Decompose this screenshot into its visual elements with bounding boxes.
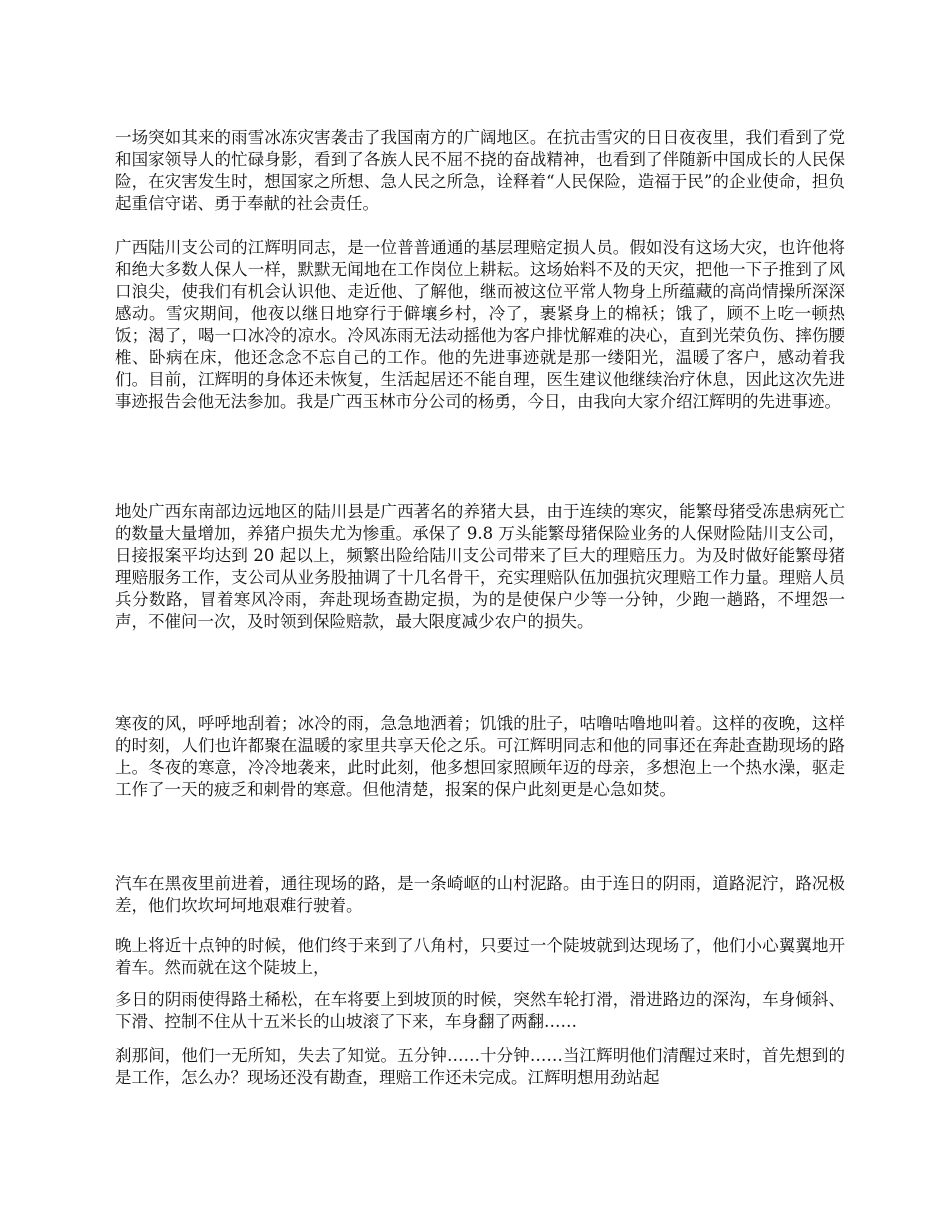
paragraph-background: 地处广西东南部边远地区的陆川县是广西著名的养猪大县，由于连续的寒灾，能繁母猪受冻患病死亡的数量大量增加，养猪户损失尤为惨重。承保了 9.8 万头能繁母猪保险业务的人保财险陆川支公司，日接报案平均达到 20 起以上，频繁出险给陆川支公司带来了巨大的理赔压力。为及时做好能繁母猪理赔服务工作，支公司从业务股抽调了十几名骨干，充实理赔队伍加强抗灾理赔工作力量。理赔人员兵分数路，冒着寒风冷雨，奔赴现场查勘定损，为的是使保户少等一分钟，少跑一趟路，不埋怨一声，不催问一次，及时领到保险赔款，最大限度减少农户的损失。 [115, 502, 845, 631]
paragraph-road: 汽车在黑夜里前进着，通往现场的路，是一条崎岖的山村泥路。由于连日的阴雨，道路泥泞，路况极差，他们坎坎坷坷地艰难行驶着。 [115, 874, 845, 915]
paragraph-cold-night: 寒夜的风，呼呼地刮着；冰冷的雨，急急地洒着；饥饿的肚子，咕噜咕噜地叫着。这样的夜晚，这样的时刻，人们也许都聚在温暖的家里共享天伦之乐。可江辉明同志和他的同事还在奔赴查勘现场的路上。冬夜的寒意，冷冷地袭来，此时此刻，他多想回家照顾年迈的母亲，多想泡上一个热水澡，驱走工作了一天的疲乏和刺骨的寒意。但他清楚，报案的保户此刻更是心急如焚。 [115, 714, 845, 799]
paragraph-intro: 一场突如其来的雨雪冰冻灾害袭击了我国南方的广阔地区。在抗击雪灾的日日夜夜里，我们看到了党和国家领导人的忙碌身影，看到了各族人民不屈不挠的奋战精神，也看到了伴随新中国成长的人民保险，在灾害发生时，想国家之所想、急人民之所急，诠释着“人民保险，造福于民”的企业使命，担负起重信守诺、勇于奉献的社会责任。 [115, 128, 845, 213]
paragraph-profile: 广西陆川支公司的江辉明同志，是一位普普通通的基层理赔定损人员。假如没有这场大灾，也许他将和绝大多数人保人一样，默默无闻地在工作岗位上耕耘。这场始料不及的天灾，把他一下子推到了风口浪尖，使我们有机会认识他、走近他、了解他，继而被这位平常人物身上所蕴藏的高尚情操所深深感动。雪灾期间，他夜以继日地穿行于僻壤乡村，冷了，裹紧身上的棉袄；饿了，顾不上吃一顿热饭；渴了，喝一口冰冷的凉水。冷风冻雨无法动摇他为客户排忧解难的决心，直到光荣负伤、摔伤腰椎、卧病在床，他还念念不忘自己的工作。他的先进事迹就是那一缕阳光，温暖了客户，感动着我们。目前，江辉明的身体还未恢复，生活起居还不能自理，医生建议他继续治疗休息，因此这次先进事迹报告会他无法参加。我是广西玉林市分公司的杨勇，今日，由我向大家介绍江辉明的先进事迹。 [115, 238, 845, 411]
paragraph-aftermath: 刹那间，他们一无所知，失去了知觉。五分钟……十分钟……当江辉明他们清醒过来时，首先想到的是工作，怎么办？现场还没有勘查，理赔工作还未完成。江辉明想用劲站起 [115, 1046, 845, 1087]
paragraph-village: 晚上将近十点钟的时候，他们终于来到了八角村，只要过一个陡坡就到达现场了，他们小心翼翼地开着车。然而就在这个陡坡上， [115, 936, 845, 977]
paragraph-accident: 多日的阴雨使得路土稀松，在车将要上到坡顶的时候，突然车轮打滑，滑进路边的深沟，车身倾斜、下滑、控制不住从十五米长的山坡滚了下来，车身翻了两翻…… [115, 990, 845, 1031]
